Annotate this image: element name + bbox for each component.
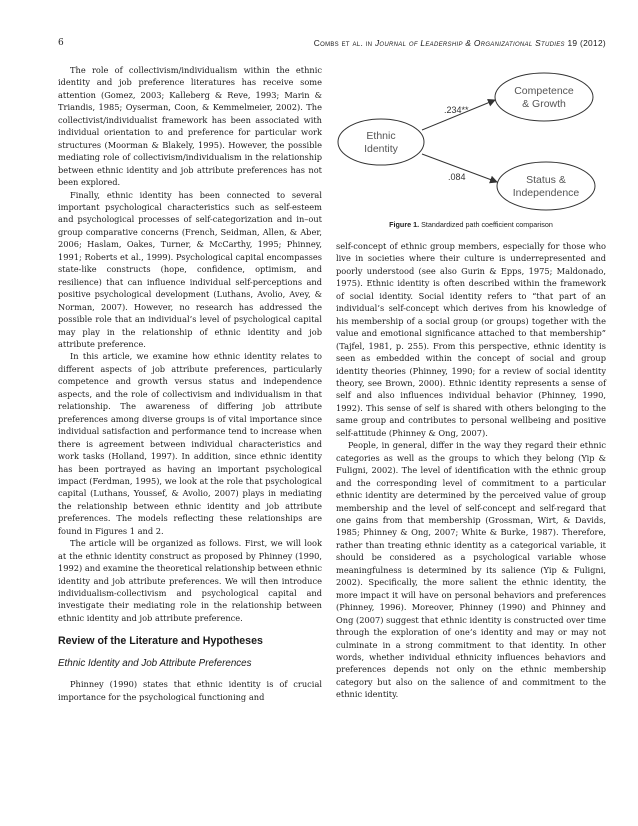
competence-growth-node xyxy=(495,73,593,121)
paragraph: People, in general, differ in the way they regard their ethnic categories as well as the groups to which they belong (Yip & Fuligni, 2002). The level of identification with the ethnic group and the corresponding level of commitment to a particular ethnic identity are determined by the perceived value of group membership and the level of self-concept and self-regard that one gains from that membership (Grossman, Wirt, & Davids, 1985; Phinney & Ong, 2007; White & Burke, 1987). Therefore, rather than treating ethnic identity as a categorical variable, it should be considered as a psychological variable whose meaningfulness is determined by its salience (Yip & Fuligni, 2002). Specifically, the more salient the ethnic identity, the more impact it will have on personal behaviors and preferences (Phinney, 1996). Moreover, Phinney (1990) and Phinney and Ong (2007) suggest that ethnic identity is constructed over time through the exploration of one’s identity and may or may not culminate in a strong commitment to that identity. In other words, whether individual ethnicity influences behaviors and preferences depends not only on the ethnic membership category but also on the salience of and commitment to the ethnic identity. xyxy=(336,440,606,700)
paragraph: The role of collectivism/individualism within the ethnic identity and job preference literatures has receive some attention (Gomez, 2003; Kalleberg & Reve, 1993; Marin & Triandis, 1985; Oyserman, Coon, & Kemmelmeier, 2002). The collectivist/individualist framework has been associated with individual orientation to and preference for particular work structures (Moorman & Blakely, 1995). However, the possible mediating role of collectivism/individualism in the relationship between ethnic identity and job attribute preferences has not been explored. xyxy=(58,65,322,188)
figure-caption xyxy=(336,220,606,229)
status-label-2: Independence xyxy=(512,187,580,199)
path-diagram xyxy=(336,62,606,218)
paragraph: Phinney (1990) states that ethnic identity is of crucial importance for the psychological functioning and xyxy=(58,679,322,702)
figure-caption-text: Standardized path coefficient comparison xyxy=(419,220,553,229)
running-head-journal: Journal of Leadership & Organizational Studies xyxy=(374,38,565,48)
competence-label-1: Competence xyxy=(514,85,574,97)
section-heading: Review of the Literature and Hypotheses xyxy=(58,635,263,648)
ethnic-identity-node xyxy=(338,119,424,165)
left-column xyxy=(58,64,322,703)
figure-label: Figure 1. xyxy=(389,220,420,229)
paragraph: In this article, we examine how ethnic identity relates to different aspects of job attribute preferences, particularly competence and growth versus status and independence aspects, and the role of collectivism and individualism in that relationship. The awareness of differing job attribute preferences among diverse groups is of vital importance since individual satisfaction and performance tend to increase when there is agreement between individual characteristics and work tasks (Holland, 1997). In addition, since ethnic identity has been portrayed as having an important psychological impact (Ferdman, 1995), we look at the role that psychological capital (Luthans, Youssef, & Avolio, 2007) plays in mediating the relationship between ethnic identity and job attribute preferences. The models reflecting these relationships are found in Figures 1 and 2. xyxy=(58,351,322,536)
subsection-heading: Ethnic Identity and Job Attribute Preferences xyxy=(58,658,252,670)
status-label-1: Status & xyxy=(526,174,566,186)
right-column xyxy=(336,240,606,701)
running-header xyxy=(58,38,606,52)
ethnic-identity-label-1: Ethnic xyxy=(366,130,396,142)
running-head-volume: 19 (2012) xyxy=(564,38,606,48)
competence-label-2: & Growth xyxy=(522,98,566,110)
paragraph: The article will be organized as follows. First, we will look at the ethnic identity construct as proposed by Phinney (1990, 1992) and examine the theoretical relationship between ethnic identity and job attribute preferences. We will then introduce individualism-collectivism and psychological capital and investigate their mediating role in the relationship between ethnic identity and job attribute preference. xyxy=(58,538,322,623)
status-independence-node xyxy=(497,162,595,210)
running-head-authors: Combs et al. in xyxy=(313,38,375,48)
paragraph: self-concept of ethnic group members, especially for those who live in societies where their culture is underrepresented and poorly understood (see also Gurin & Epps, 1975; Maldonado, 1975). Ethnic identity is often described within the framework of social identity. Social identity refers to “that part of an individual’s self-concept which derives from his knowledge of his membership of a social group (or groups) together with the value and emotional significance attached to that membership” (Tajfel, 1981, p. 255). From this perspective, ethnic identity is seen as embedded within the concept of social and group identity theories (Phinney, 1990; for a review of social identity theory, see Brown, 2000). Ethnic identity represents a sense of self and also influences individual behavior (Phinney, 1990, 1992). This sense of self is shared with others belonging to the same group and contributes to personal wellbeing and positive self-attitude (Phinney & Ong, 2007). xyxy=(336,241,606,438)
paragraph: Finally, ethnic identity has been connected to several important psychological characteristics such as self-esteem and psychological processes of self-categorization and in–out group comparative concerns (French, Seidman, Allen, & Aber, 2006; Haslam, Oakes, Turner, & McCarthy, 1995; Phinney, 1991; Roberts et al., 1999). Psychological capital encompasses state-like constructs (hope, confidence, optimism, and resilience) that can influence individual self-perceptions and positive psychological development (Luthans, Avolio, Avey, & Norman, 2007). However, no research has addressed the possible role that an individual’s level of psychological capital may play in the relationship of ethnic identity and job attribute preference. xyxy=(58,189,322,349)
running-head xyxy=(314,38,606,48)
ethnic-identity-label-2: Identity xyxy=(364,143,398,155)
page-number: 6 xyxy=(58,38,64,48)
coefficient-status: .084 xyxy=(448,172,466,182)
coefficient-competence: .234** xyxy=(444,105,469,115)
figure-1 xyxy=(336,62,606,234)
